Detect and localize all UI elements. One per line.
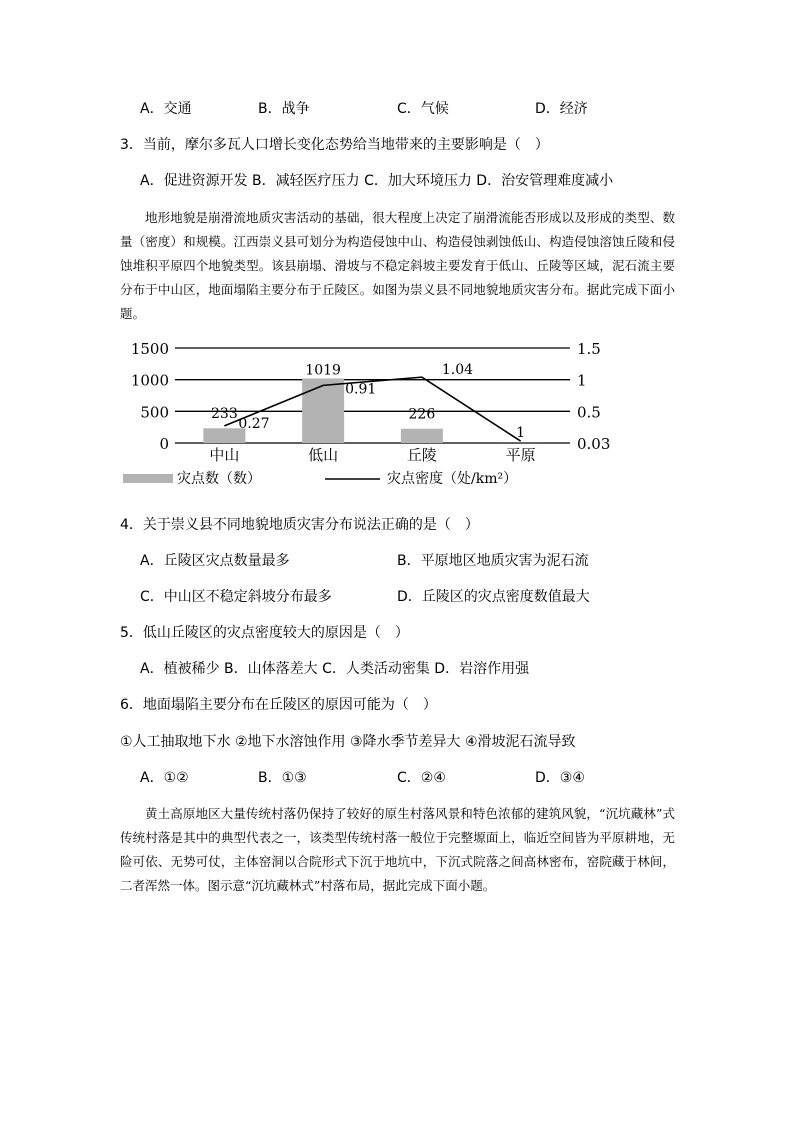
q2-option-b: B．战争 xyxy=(258,101,310,117)
hazard-distribution-chart xyxy=(115,335,625,495)
q4-option-c: C．中山区不稳定斜坡分布最多 xyxy=(140,589,332,605)
bar-value-label: 233 xyxy=(211,406,238,423)
q6-option-d: D．③④ xyxy=(535,770,585,786)
q6-option-c: C．②④ xyxy=(397,770,446,786)
left-axis-tick-label: 500 xyxy=(140,403,169,422)
bar-低山 xyxy=(302,378,344,443)
left-axis-tick-label: 1000 xyxy=(130,371,169,390)
passage-2-text: 黄土高原地区大量传统村落仍保持了较好的原生村落风景和特色浓郁的建筑风貌，“沉坑藏林”式传统村落是其中的典型代表之一，该类型传统村落一般位于完整塬面上，临近空间皆为平原耕地，无险可依、无势可仗，主体窑洞以合院形式下沉于地坑中，下沉式院落之间高林密布，窑院藏于林间，二者浑然一体。图示意“沉坑藏林式”村落布局，据此完成下面小题。 xyxy=(120,806,675,893)
bar-丘陵 xyxy=(401,429,443,443)
q4-option-b: B．平原地区地质灾害为泥石流 xyxy=(397,553,589,569)
q2-option-c: C．气候 xyxy=(397,101,449,117)
line-value-label: 0.91 xyxy=(345,381,377,398)
bar-value-label: 1 xyxy=(516,424,526,441)
q5-stem: 5．低山丘陵区的灾点密度较大的原因是（ ） xyxy=(120,625,409,641)
passage-loess-villages xyxy=(120,802,675,898)
legend-line-label: 灾点密度（处/km²） xyxy=(387,471,518,487)
passage-1-text: 地形地貌是崩滑流地质灾害活动的基础，很大程度上决定了崩滑流能否形成以及形成的类型、数量（密度）和规模。江西崇义县可划分为构造侵蚀中山、构造侵蚀剥蚀低山、构造侵蚀溶蚀丘陵和侵蚀堆积平原四个地貌类型。该县崩塌、滑坡与不稳定斜坡主要发育于低山、丘陵等区域，泥石流主要分布于中山区，地面塌陷主要分布于丘陵区。如图为崇义县不同地貌地质灾害分布。据此完成下面小题。 xyxy=(120,210,675,321)
category-label: 中山 xyxy=(209,446,240,464)
legend-bar-swatch xyxy=(123,474,173,483)
legend-bar-label: 灾点数（数） xyxy=(177,471,261,487)
line-value-label: 1.04 xyxy=(441,362,474,379)
left-axis-tick-label: 0 xyxy=(159,435,169,453)
right-axis-tick-label: 1.5 xyxy=(577,340,601,358)
category-label: 丘陵 xyxy=(406,446,437,464)
category-label: 平原 xyxy=(505,446,536,464)
q6-option-a: A．①② xyxy=(140,770,189,786)
q4-stem: 4．关于崇义县不同地貌地质灾害分布说法正确的是（ ） xyxy=(120,517,479,533)
category-label: 低山 xyxy=(308,446,339,464)
right-axis-tick-label: 0.5 xyxy=(577,403,601,422)
q2-option-d: D．经济 xyxy=(535,101,588,117)
q6-stem: 6．地面塌陷主要分布在丘陵区的原因可能为（ ） xyxy=(120,697,437,713)
q6-option-b: B．①③ xyxy=(258,770,307,786)
left-axis-tick-label: 1500 xyxy=(130,340,169,358)
right-axis-tick-label: 1 xyxy=(577,371,587,390)
q3-stem: 3．当前，摩尔多瓦人口增长变化态势给当地带来的主要影响是（ ） xyxy=(120,137,549,153)
q5-options: A．植被稀少 B．山体落差大 C．人类活动密集 D．岩溶作用强 xyxy=(140,661,530,677)
line-value-label: 0.27 xyxy=(238,415,270,432)
passage-landform-hazards xyxy=(120,206,675,326)
bar-value-label: 226 xyxy=(408,406,436,423)
bar-value-label: 1019 xyxy=(305,362,341,379)
right-axis-tick-label: 0.03 xyxy=(577,435,611,453)
q2-option-a: A．交通 xyxy=(140,101,192,117)
q4-option-a: A．丘陵区灾点数量最多 xyxy=(140,553,290,569)
q3-options: A．促进资源开发 B．减轻医疗压力 C．加大环境压力 D．治安管理难度减小 xyxy=(140,173,614,189)
q6-items: ①人工抽取地下水 ②地下水溶蚀作用 ③降水季节差异大 ④滑坡泥石流导致 xyxy=(120,734,576,750)
q4-option-d: D．丘陵区的灾点密度数值最大 xyxy=(397,589,590,605)
